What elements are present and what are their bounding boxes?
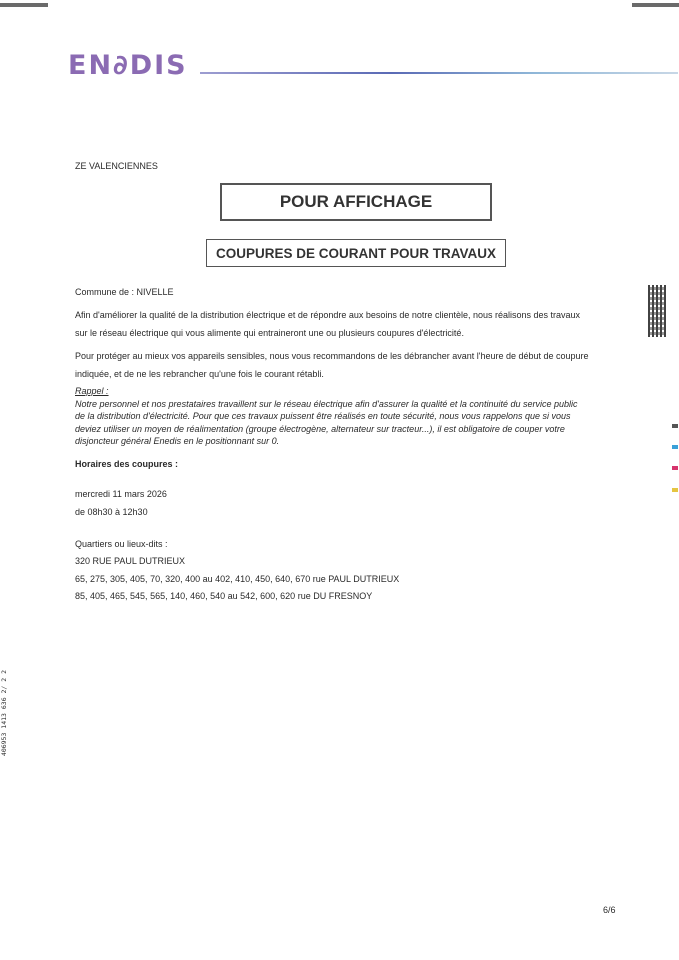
schedule-date: mercredi 11 mars 2026 bbox=[75, 489, 167, 499]
page-number: 6/6 bbox=[603, 905, 616, 915]
advice-paragraph bbox=[75, 347, 620, 383]
side-reference-code: 406953 1413 636 2/ 2 2 bbox=[0, 670, 8, 757]
locations-heading: Quartiers ou lieux-dits : bbox=[75, 539, 168, 549]
location-item: 85, 405, 465, 545, 565, 140, 460, 540 au 542, 600, 620 rue DU FRESNOY bbox=[75, 591, 373, 601]
print-mark-gray bbox=[672, 424, 678, 428]
rappel-line-2: de la distribution d'électricité. Pour que ces travaux puissent être réalisés en toute sécurité, nous vous rappelons que si vous bbox=[75, 411, 571, 422]
location-item: 65, 275, 305, 405, 70, 320, 400 au 402, 410, 450, 640, 670 rue PAUL DUTRIEUX bbox=[75, 574, 400, 584]
rappel-line-1: Notre personnel et nos prestataires travaillent sur le réseau électrique afin d'assurer la qualité et la continuité du service public bbox=[75, 398, 578, 409]
header-rule bbox=[200, 72, 678, 74]
rappel-block bbox=[75, 385, 620, 448]
advice-line-2: indiquée, et de ne les rebrancher qu'une fois le courant rétabli. bbox=[75, 369, 324, 379]
print-mark-yellow bbox=[672, 488, 678, 492]
notice-title-text: POUR AFFICHAGE bbox=[279, 192, 433, 211]
enedis-logo: EN∂DIS bbox=[68, 50, 188, 81]
notice-subtitle-text: COUPURES DE COURANT POUR TRAVAUX bbox=[215, 245, 496, 261]
location-item: 320 RUE PAUL DUTRIEUX bbox=[75, 556, 186, 566]
datamatrix-code bbox=[648, 285, 666, 337]
notice-subtitle bbox=[206, 239, 506, 267]
rappel-label: Rappel : bbox=[75, 386, 109, 396]
scan-edge-mark-left bbox=[0, 3, 48, 7]
intro-line-1: Afin d'améliorer la qualité de la distribution électrique et de répondre aux besoins de notre clientèle, nous réalisons des travaux bbox=[75, 310, 581, 320]
schedule-time: de 08h30 à 12h30 bbox=[75, 507, 148, 517]
print-mark-magenta bbox=[672, 466, 678, 470]
intro-paragraph bbox=[75, 306, 620, 342]
advice-line-1: Pour protéger au mieux vos appareils sensibles, nous vous recommandons de les débrancher avant l'heure de début de coupure bbox=[75, 351, 589, 361]
schedule-heading: Horaires des coupures : bbox=[75, 459, 179, 469]
print-mark-cyan bbox=[672, 445, 678, 449]
intro-line-2: sur le réseau électrique qui vous alimente qui entraineront une ou plusieurs coupures d'électricité. bbox=[75, 328, 464, 338]
commune-line: Commune de : NIVELLE bbox=[75, 287, 174, 297]
region-label: ZE VALENCIENNES bbox=[75, 161, 158, 171]
scan-edge-mark-right bbox=[632, 3, 679, 7]
rappel-line-3: deviez utiliser un moyen de réalimentation (groupe électrogène, alternateur sur tracteur...), il est obligatoire de couper votre bbox=[75, 423, 565, 434]
rappel-line-4: disjoncteur général Enedis en le positionnant sur 0. bbox=[75, 436, 280, 447]
notice-title bbox=[220, 183, 492, 221]
